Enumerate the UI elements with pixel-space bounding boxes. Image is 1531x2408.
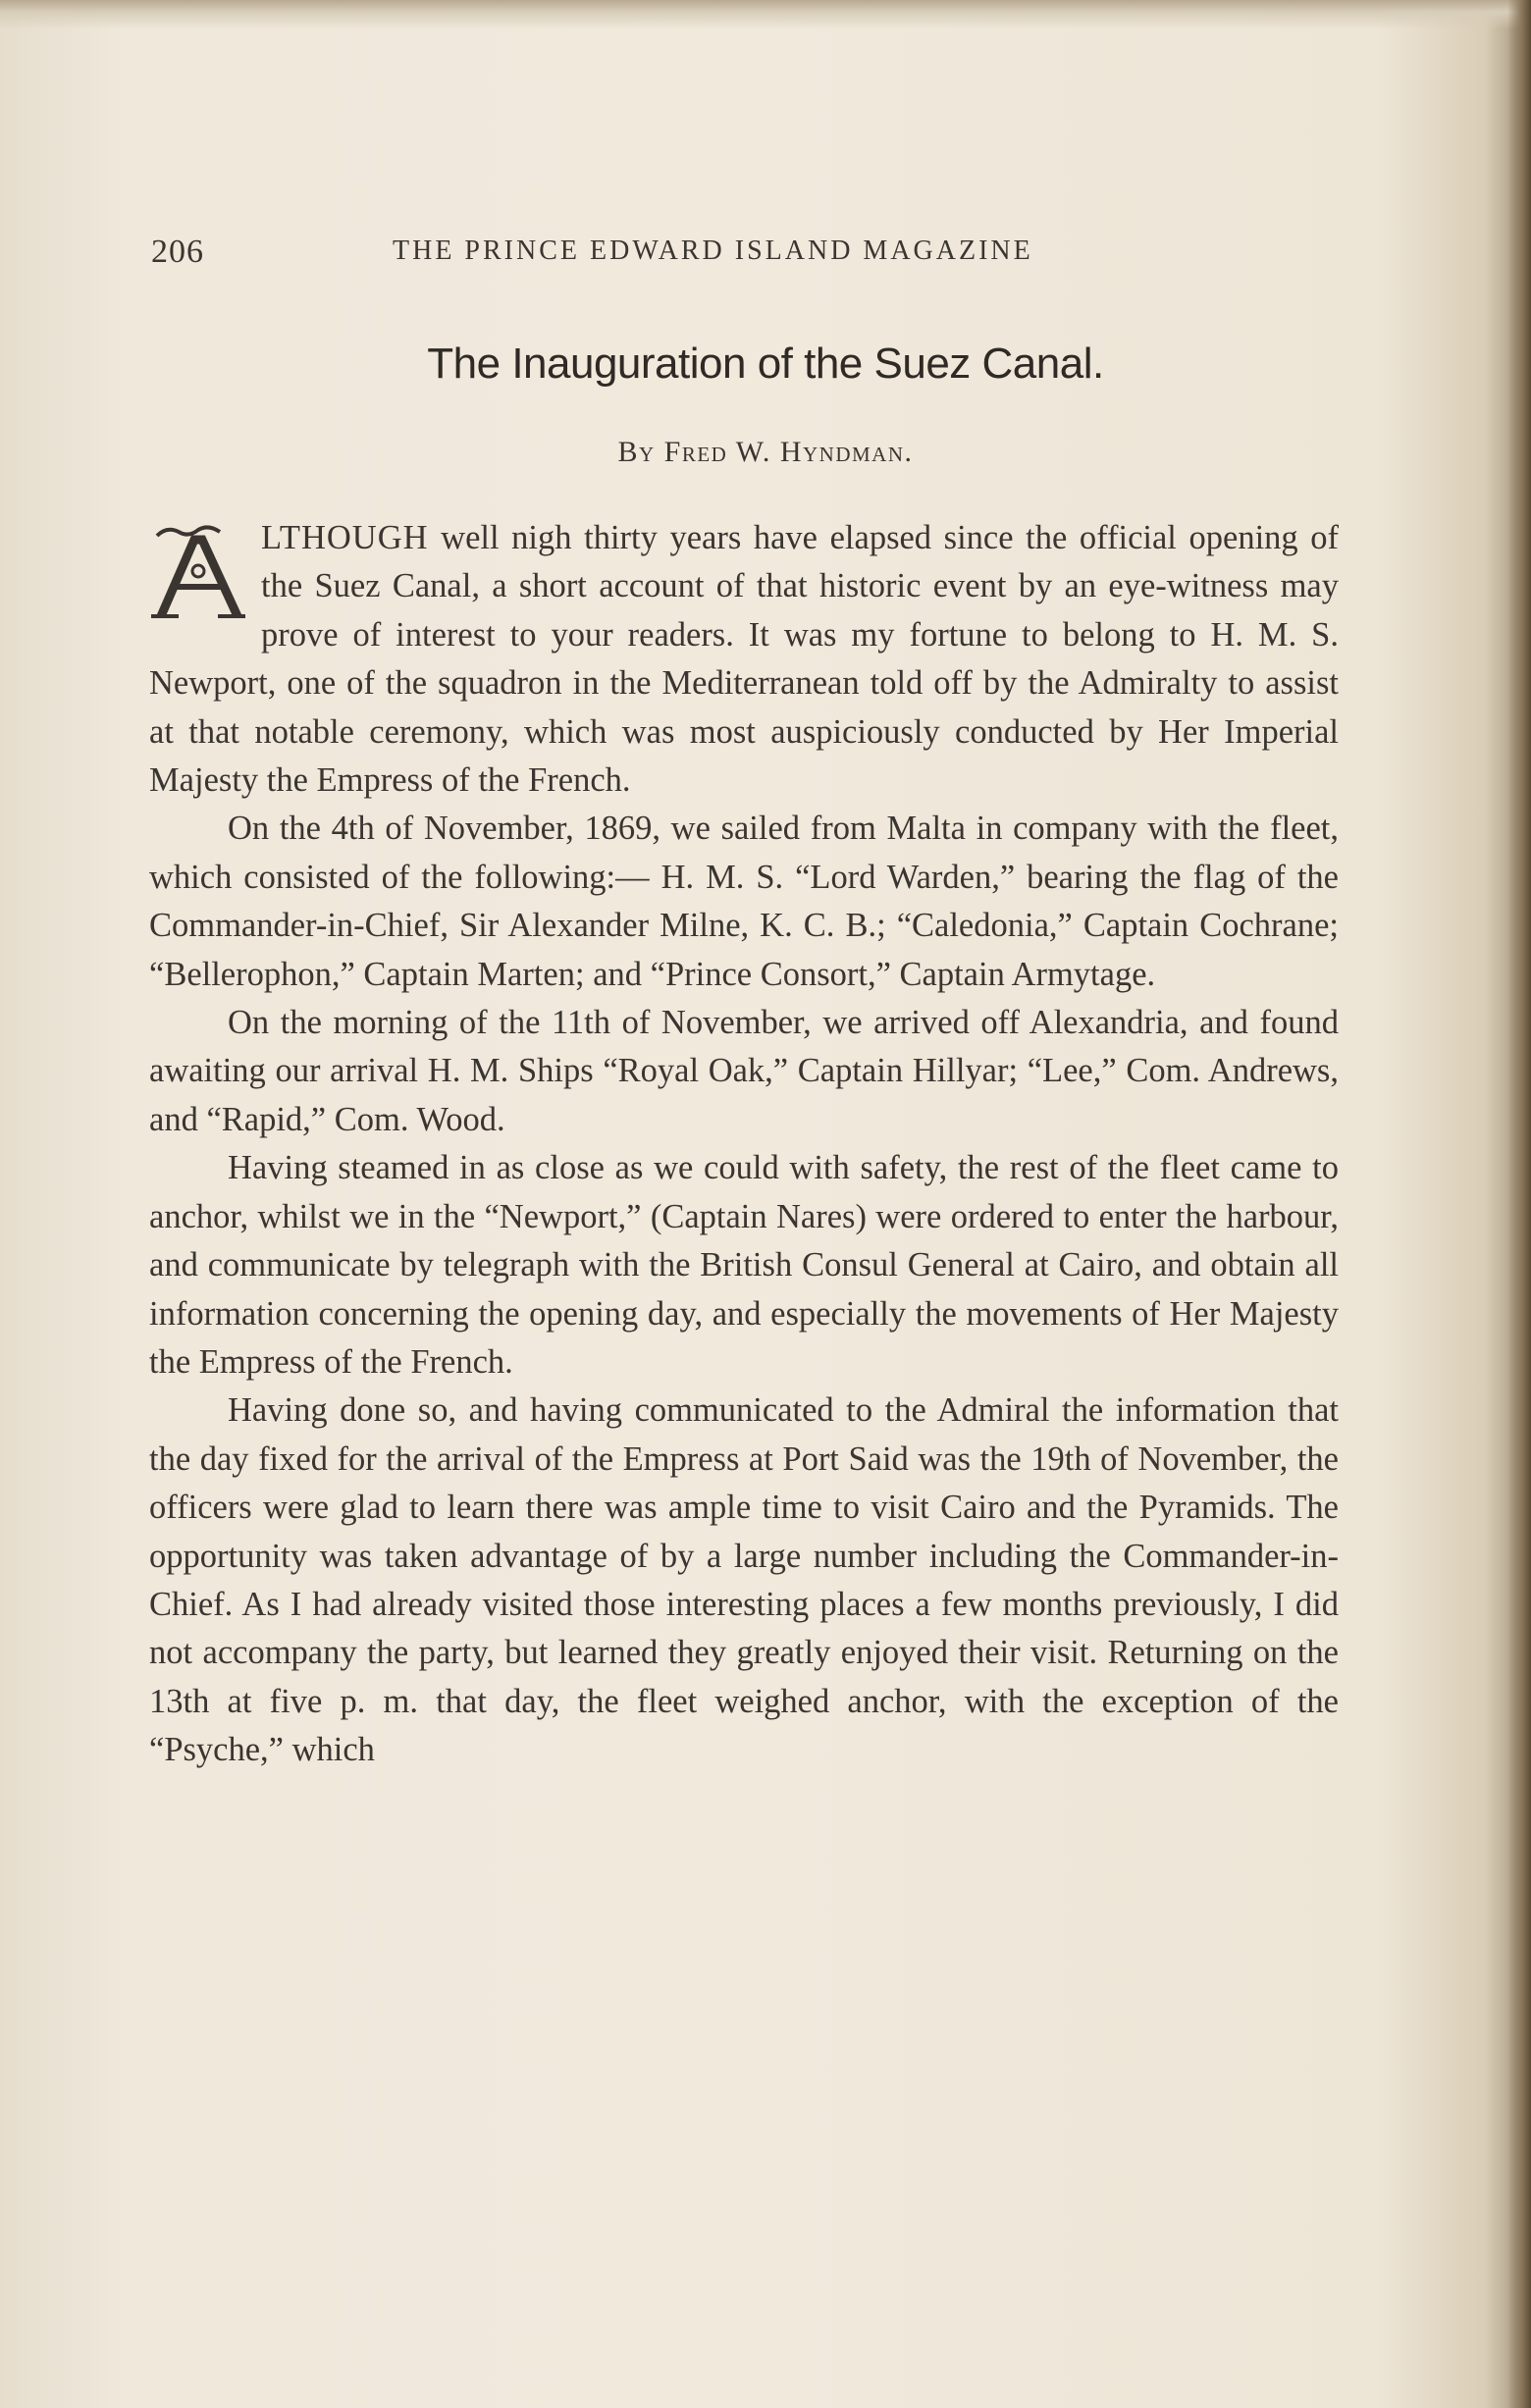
article-body [149, 514, 1339, 1775]
paragraph-2: On the 4th of November, 1869, we sailed from Malta in company with the fleet, which consisted of the following:— H. M. S. “Lord Warden,” bearing the flag of the Commander-in-Chief, Sir Alexander Milne, K. C. B.; “Caledonia,” Captain Cochrane; “Bellerophon,” Captain Marten; and “Prince Consort,” Captain Armytage. [149, 810, 1339, 993]
paragraph-5: Having done so, and having communicated to the Admiral the information that the day fixed for the arrival of the Empress at Port Said was the 19th of November, the officers were glad to learn there was ample time to visit Cairo and the Pyramids. The opportunity was taken advantage of by a large number including the Commander-in-Chief. As I had already visited those interesting places a few months previously, I did not accompany the party, but learned they greatly enjoyed their visit. Returning on the 13th at five p. m. that day, the fleet weighed anchor, with the exception of the “Psyche,” which [149, 1391, 1339, 1769]
page-number: 206 [151, 234, 204, 270]
paragraph-4: Having steamed in as close as we could with safety, the rest of the fleet came to anchor, whilst we in the “Newport,” (Captain Nares) were ordered to enter the harbour, and communicate by telegraph with the British Consul General at Cairo, and obtain all information concerning the opening day, and especially the movements of Her Majesty the Empress of the French. [149, 1149, 1339, 1381]
dropcap [149, 522, 251, 620]
first-word-rest: LTHOUGH [261, 519, 429, 556]
running-head [151, 234, 1152, 283]
page-top-edge [0, 0, 1531, 29]
paragraph-1-text: well nigh thirty years have elapsed since the official opening of the Suez Canal, a short account of that historic event by an eye-witness may prove of interest to your readers. It was my fortune to belong to H. M. S. Newport, one of the squadron in the Mediterranean told off by the Admiralty to assist at that notable ceremony, which was most auspiciously conducted by Her Imperial Majesty the Empress of the French. [149, 519, 1339, 800]
article-byline: By Fred W. Hyndman. [617, 436, 914, 468]
paragraph-1 [149, 514, 1339, 805]
paragraph-3: On the morning of the 11th of November, we arrived off Alexandria, and found awaiting our arrival H. M. Ships “Royal Oak,” Captain Hillyar; “Lee,” Com. Andrews, and “Rapid,” Com. Wood. [149, 1004, 1339, 1138]
article-title: The Inauguration of the Suez Canal. [427, 340, 1104, 388]
journal-title: THE PRINCE EDWARD ISLAND MAGAZINE [393, 236, 1033, 266]
